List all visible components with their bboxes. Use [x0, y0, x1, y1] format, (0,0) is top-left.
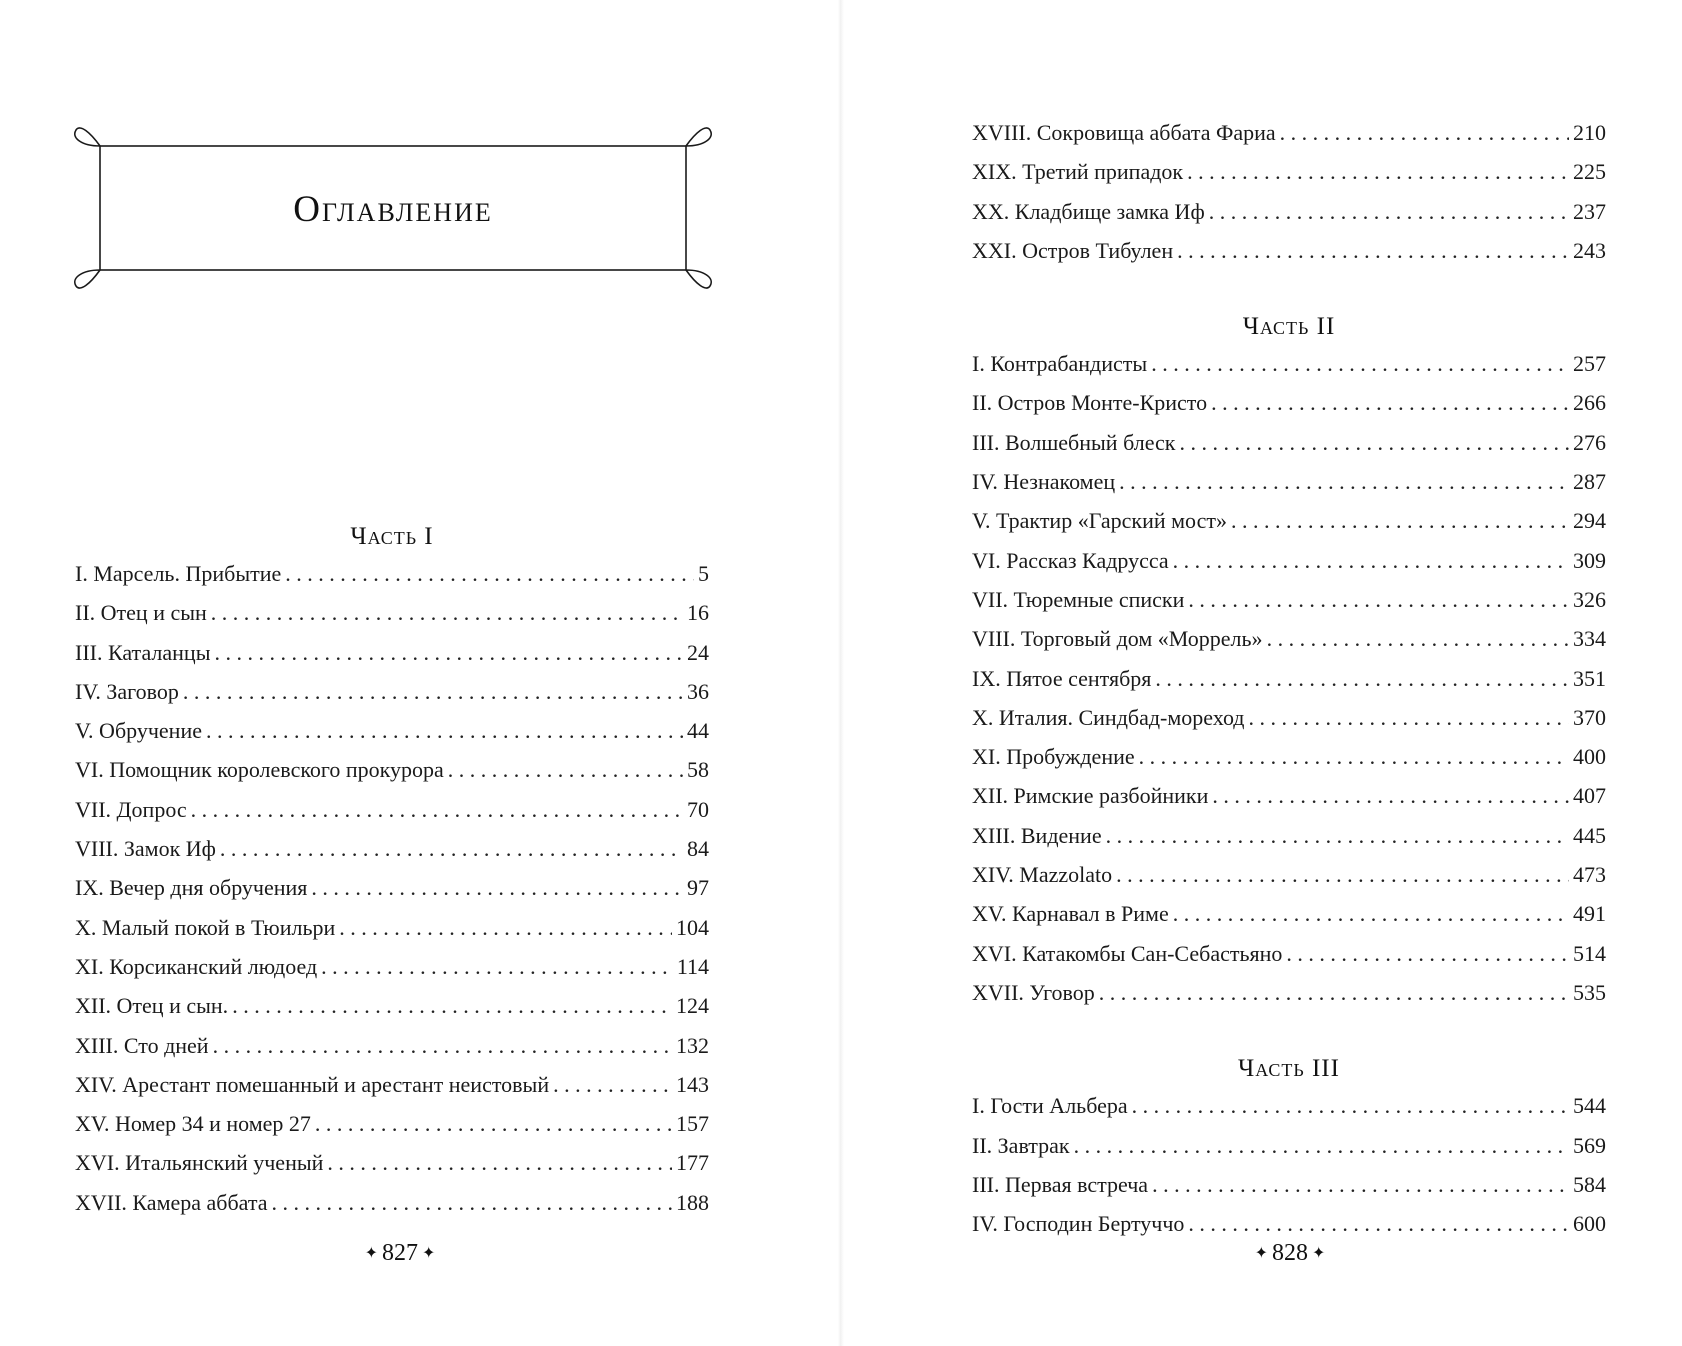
toc-entry-page-number: 326 — [1573, 586, 1606, 612]
dot-leader — [232, 986, 672, 1025]
toc-entry[interactable] — [972, 462, 1606, 501]
toc-entry[interactable] — [75, 986, 709, 1025]
toc-entry[interactable] — [972, 113, 1606, 152]
dot-leader — [1132, 1086, 1569, 1125]
left-page — [0, 0, 840, 1346]
toc-entry-title: V. Трактир «Гарский мост» — [972, 508, 1227, 534]
toc-entry-title: XI. Пробуждение — [972, 744, 1135, 770]
toc-entry-page-number: 210 — [1573, 120, 1606, 145]
toc-entry-page-number: 157 — [676, 1111, 709, 1137]
dot-leader — [1179, 423, 1569, 462]
toc-entry-title: XVI. Катакомбы Сан-Себастьяно — [972, 940, 1283, 966]
toc-entry-page-number: 287 — [1573, 469, 1606, 495]
toc-entry-title: I. Марсель. Прибытие — [75, 561, 282, 586]
dot-leader — [1280, 113, 1569, 152]
toc-entry-title: XII. Отец и сын. — [75, 993, 229, 1019]
toc-entry[interactable] — [972, 619, 1606, 658]
toc-entry-title: III. Каталанцы — [75, 639, 211, 665]
dot-leader — [285, 554, 694, 593]
dot-leader — [1231, 501, 1569, 540]
toc-entry[interactable] — [972, 659, 1606, 698]
toc-entry-page-number: 445 — [1573, 822, 1606, 848]
toc-entry-title: XVIII. Сокровища аббата Фариа — [972, 120, 1276, 145]
toc-entry-page-number: 237 — [1573, 198, 1606, 224]
right-toc — [972, 113, 1606, 1243]
dot-leader — [1151, 344, 1569, 383]
toc-entry[interactable] — [972, 344, 1606, 383]
toc-entry[interactable] — [75, 790, 709, 829]
toc-entry-title: XV. Карнавал в Риме — [972, 901, 1169, 927]
toc-entry-page-number: 143 — [676, 1071, 709, 1097]
toc-entry[interactable] — [75, 947, 709, 986]
toc-entry-page-number: 132 — [676, 1032, 709, 1058]
right-page-number: 828 — [1272, 1240, 1308, 1266]
toc-entry[interactable] — [972, 1165, 1606, 1204]
toc-entry-title: VII. Тюремные списки — [972, 586, 1185, 612]
toc-entry[interactable] — [972, 737, 1606, 776]
toc-entry-title: III. Волшебный блеск — [972, 429, 1176, 455]
toc-entry[interactable] — [972, 1204, 1606, 1243]
toc-entry[interactable] — [972, 152, 1606, 191]
toc-entry-page-number: 114 — [676, 953, 709, 979]
toc-entry-page-number: 407 — [1573, 783, 1606, 809]
toc-entry[interactable] — [972, 776, 1606, 815]
ornament-icon: ✦ — [422, 1245, 436, 1262]
toc-entry[interactable] — [972, 816, 1606, 855]
toc-entry-page-number: 97 — [687, 875, 709, 901]
toc-entry-page-number: 188 — [676, 1189, 709, 1215]
dot-leader — [553, 1065, 672, 1104]
dot-leader — [214, 633, 683, 672]
dot-leader — [1188, 1204, 1569, 1243]
toc-entry-page-number: 24 — [687, 639, 709, 665]
dot-leader — [206, 711, 683, 750]
toc-entry[interactable] — [75, 672, 709, 711]
toc-entry-page-number: 400 — [1573, 744, 1606, 770]
toc-entry-title: XIV. Mazzolato — [972, 862, 1113, 888]
dot-leader — [1177, 231, 1569, 270]
toc-entry-title: XIII. Видение — [972, 822, 1102, 848]
toc-entry-title: XIII. Сто дней — [75, 1032, 209, 1058]
toc-entry-title: X. Италия. Синдбад-мореход — [972, 704, 1245, 730]
ornament-icon: ✦ — [1312, 1245, 1326, 1262]
toc-entry[interactable] — [75, 1104, 709, 1143]
toc-entry-title: VI. Рассказ Кадрусса — [972, 547, 1169, 573]
dot-leader — [1188, 580, 1569, 619]
toc-entry-page-number: 294 — [1573, 508, 1606, 534]
dot-leader — [220, 829, 683, 868]
section-spacer — [972, 270, 1606, 310]
toc-entry-page-number: 225 — [1573, 159, 1606, 185]
dot-leader — [183, 672, 683, 711]
toc-entry[interactable] — [972, 934, 1606, 973]
toc-entry-page-number: 5 — [698, 561, 709, 586]
part-heading: Часть I — [350, 523, 434, 550]
toc-entry-title: I. Контрабандисты — [972, 351, 1148, 377]
right-folio — [1190, 1240, 1390, 1267]
toc-entry[interactable] — [972, 231, 1606, 270]
dot-leader — [1187, 152, 1569, 191]
dot-leader — [1119, 462, 1569, 501]
toc-entry-title: III. Первая встреча — [972, 1171, 1149, 1197]
dot-leader — [1211, 383, 1569, 422]
title-frame — [72, 118, 714, 298]
toc-entry-title: II. Завтрак — [972, 1132, 1070, 1158]
dot-leader — [1074, 1126, 1569, 1165]
toc-entry-title: II. Отец и сын — [75, 600, 207, 626]
toc-entry[interactable] — [75, 908, 709, 947]
toc-entry-title: XIV. Арестант помешанный и арестант неистовый — [75, 1071, 550, 1097]
toc-entry-page-number: 514 — [1573, 940, 1606, 966]
toc-entry[interactable] — [75, 593, 709, 632]
dot-leader — [1099, 973, 1569, 1012]
toc-entry-page-number: 104 — [676, 914, 709, 940]
toc-entry-title: VI. Помощник королевского прокурора — [75, 757, 444, 783]
toc-entry-title: IX. Пятое сентября — [972, 665, 1152, 691]
toc-entry[interactable] — [75, 1065, 709, 1104]
toc-entry-page-number: 351 — [1573, 665, 1606, 691]
dot-leader — [213, 1026, 672, 1065]
left-folio — [300, 1240, 500, 1267]
toc-entry[interactable] — [75, 1143, 709, 1182]
toc-entry-title: XXI. Остров Тибулен — [972, 237, 1174, 263]
toc-entry[interactable] — [972, 973, 1606, 1012]
toc-entry-page-number: 124 — [676, 993, 709, 1019]
left-toc — [75, 520, 709, 1222]
toc-entry-title: XVI. Итальянский ученый — [75, 1150, 324, 1176]
toc-entry[interactable] — [972, 192, 1606, 231]
toc-entry-title: II. Остров Монте-Кристо — [972, 390, 1208, 416]
toc-entry-page-number: 544 — [1573, 1093, 1606, 1119]
toc-entry-title: IV. Незнакомец — [972, 469, 1116, 495]
ornament-icon: ✦ — [1254, 1245, 1268, 1262]
toc-entry-title: IV. Заговор — [75, 678, 179, 704]
toc-entry[interactable] — [972, 423, 1606, 462]
toc-entry[interactable] — [75, 633, 709, 672]
toc-entry-title: XIX. Третий припадок — [972, 159, 1184, 185]
left-page-number: 827 — [382, 1240, 418, 1266]
toc-entry-page-number: 334 — [1573, 626, 1606, 652]
dot-leader — [327, 1143, 672, 1182]
toc-entry[interactable] — [75, 829, 709, 868]
toc-entry[interactable] — [75, 554, 709, 593]
toc-entry-title: IV. Господин Бертуччо — [972, 1211, 1185, 1237]
toc-entry-page-number: 491 — [1573, 901, 1606, 927]
toc-entry[interactable] — [972, 1126, 1606, 1165]
toc-entry[interactable] — [75, 1183, 709, 1222]
toc-entry[interactable] — [75, 711, 709, 750]
dot-leader — [1173, 894, 1569, 933]
toc-entry[interactable] — [972, 855, 1606, 894]
toc-entry-page-number: 600 — [1573, 1211, 1606, 1237]
dot-leader — [1116, 855, 1569, 894]
toc-entry[interactable] — [75, 1026, 709, 1065]
toc-entry-title: X. Малый покой в Тюильри — [75, 914, 336, 940]
toc-entry[interactable] — [972, 501, 1606, 540]
dot-leader — [1106, 816, 1569, 855]
toc-entry[interactable] — [972, 894, 1606, 933]
toc-entry-page-number: 84 — [687, 836, 709, 862]
toc-entry-page-number: 266 — [1573, 390, 1606, 416]
toc-entry[interactable] — [972, 698, 1606, 737]
toc-entry[interactable] — [972, 541, 1606, 580]
dot-leader — [1286, 934, 1569, 973]
dot-leader — [1155, 659, 1569, 698]
toc-entry-page-number: 584 — [1573, 1171, 1606, 1197]
dot-leader — [321, 947, 673, 986]
dot-leader — [1209, 192, 1569, 231]
dot-leader — [1212, 776, 1569, 815]
toc-entry-title: XVII. Уговор — [972, 979, 1095, 1005]
toc-entry-title: VII. Допрос — [75, 796, 187, 822]
toc-entry[interactable] — [972, 580, 1606, 619]
toc-entry-page-number: 276 — [1573, 429, 1606, 455]
toc-entry-page-number: 309 — [1573, 547, 1606, 573]
toc-entry[interactable] — [75, 868, 709, 907]
toc-entry[interactable] — [972, 383, 1606, 422]
toc-entry-page-number: 16 — [687, 600, 709, 626]
toc-entry-title: XV. Номер 34 и номер 27 — [75, 1111, 311, 1137]
toc-entry-page-number: 243 — [1573, 237, 1606, 263]
toc-entry-title: VIII. Торговый дом «Моррель» — [972, 626, 1263, 652]
toc-entry-page-number: 44 — [687, 718, 709, 744]
toc-entry-title: I. Гости Альбера — [972, 1093, 1128, 1119]
toc-entry-page-number: 473 — [1573, 862, 1606, 888]
toc-entry-page-number: 569 — [1573, 1132, 1606, 1158]
part-heading: Часть II — [1242, 313, 1336, 341]
section-spacer — [972, 1012, 1606, 1052]
toc-entry[interactable] — [75, 750, 709, 789]
dot-leader — [272, 1183, 672, 1222]
dot-leader — [191, 790, 683, 829]
page-title: Оглавление — [293, 189, 493, 230]
toc-entry-title: XII. Римские разбойники — [972, 783, 1209, 809]
toc-entry-page-number: 36 — [687, 678, 709, 704]
dot-leader — [211, 593, 683, 632]
toc-entry-title: XVII. Камера аббата — [75, 1189, 268, 1215]
dot-leader — [1152, 1165, 1569, 1204]
dot-leader — [448, 750, 683, 789]
dot-leader — [1173, 541, 1569, 580]
dot-leader — [339, 908, 672, 947]
toc-entry-title: XX. Кладбище замка Иф — [972, 198, 1205, 224]
toc-entry-page-number: 257 — [1573, 351, 1606, 377]
ornament-icon: ✦ — [364, 1245, 378, 1262]
part-heading: Часть III — [1238, 1055, 1340, 1083]
dot-leader — [311, 868, 683, 907]
toc-entry-page-number: 370 — [1573, 704, 1606, 730]
toc-entry-title: VIII. Замок Иф — [75, 836, 216, 862]
toc-entry[interactable] — [972, 1086, 1606, 1125]
dot-leader — [1139, 737, 1569, 776]
dot-leader — [315, 1104, 672, 1143]
toc-entry-title: XI. Корсиканский людоед — [75, 953, 318, 979]
dot-leader — [1249, 698, 1570, 737]
toc-entry-title: IX. Вечер дня обручения — [75, 875, 308, 901]
toc-entry-page-number: 177 — [676, 1150, 709, 1176]
toc-entry-page-number: 535 — [1573, 979, 1606, 1005]
toc-entry-page-number: 70 — [687, 796, 709, 822]
toc-entry-page-number: 58 — [687, 757, 709, 783]
toc-entry-title: V. Обручение — [75, 718, 202, 744]
dot-leader — [1267, 619, 1569, 658]
